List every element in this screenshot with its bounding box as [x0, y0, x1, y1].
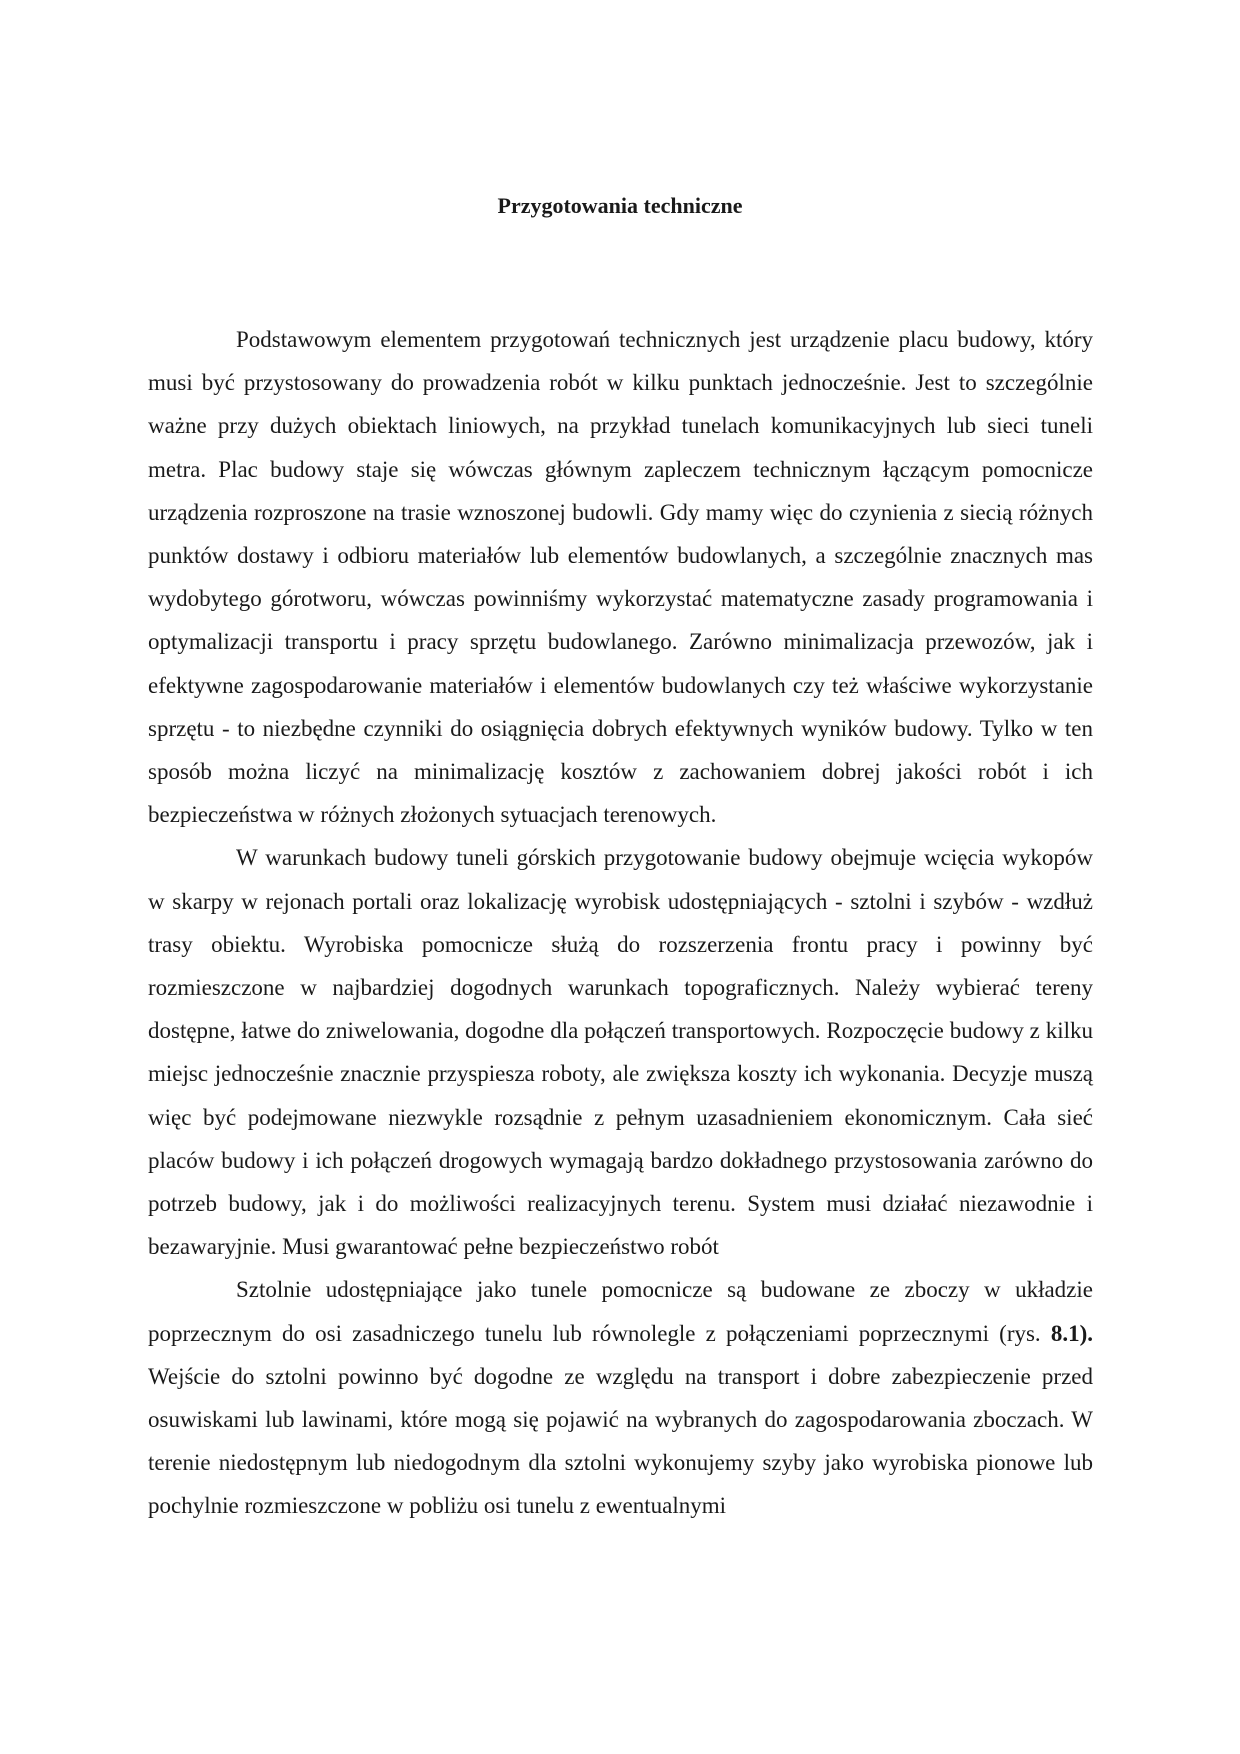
paragraph-1: Podstawowym elementem przygotowań technicznych jest urządzenie placu budowy, który musi być przystosowany do prowadzenia robót w kilku punktach jednocześnie. Jest to szczególnie ważne przy dużych obiektach liniowych, na przykład tunelach komunikacyjnych lub sieci tuneli metra. Plac budowy staje się wówczas głównym zapleczem technicznym łączącym pomocnicze urządzenia rozproszone na trasie wznoszonej budowli. Gdy mamy więc do czynienia z siecią różnych punktów dostawy i odbioru materiałów lub elementów budowlanych, a szczególnie znacznych mas wydobytego górotworu, wówczas powinniśmy wykorzystać matematyczne zasady programowania i optymalizacji transportu i pracy sprzętu budowlanego. Zarówno minimalizacja przewozów, jak i efektywne zagospodarowanie materiałów i elementów budowlanych czy też właściwe wykorzystanie sprzętu - to niezbędne czynniki do osiągnięcia dobrych efektywnych wyników budowy. Tylko w ten sposób można liczyć na minimalizację kosztów z zachowaniem dobrej jakości robót i ich bezpieczeństwa w różnych złożonych sytuacjach terenowych. [148, 327, 1093, 828]
paragraph-2: W warunkach budowy tuneli górskich przygotowanie budowy obejmuje wcięcia wykopów w skarpy w rejonach portali oraz lokalizację wyrobisk udostępniających - sztolni i szybów - wzdłuż trasy obiektu. Wyrobiska pomocnicze służą do rozszerzenia frontu pracy i powinny być rozmieszczone w najbardziej dogodnych warunkach topograficznych. Należy wybierać tereny dostępne, łatwe do zniwelowania, dogodne dla połączeń transportowych. Rozpoczęcie budowy z kilku miejsc jednocześnie znacznie przyspiesza roboty, ale zwiększa koszty ich wykonania. Decyzje muszą więc być podejmowane niezwykle rozsądnie z pełnym uzasadnieniem ekonomicznym. Cała sieć placów budowy i ich połączeń drogowych wymagają bardzo dokładnego przystosowania zarówno do potrzeb budowy, jak i do możliwości realizacyjnych terenu. System musi działać niezawodnie i bezawaryjnie. Musi gwarantować pełne bezpieczeństwo robót [148, 845, 1093, 1260]
figure-reference: 8.1). [1050, 1320, 1093, 1346]
paragraph-3 [148, 1268, 1093, 1527]
document-body [148, 318, 1093, 1528]
paragraph-3-text-start: Sztolnie udostępniające jako tunele pomocnicze są budowane ze zboczy w układzie poprzecznym do osi zasadniczego tunelu lub równolegle z połączeniami poprzecznymi (rys. [148, 1277, 1093, 1346]
document-title: Przygotowania techniczne [497, 193, 743, 218]
paragraph-3-text-end: Wejście do sztolni powinno być dogodne ze względu na transport i dobre zabezpieczenie przed osuwiskami lub lawinami, które mogą się pojawić na wybranych do zagospodarowania zboczach. W terenie niedostępnym lub niedogodnym dla sztolni wykonujemy szyby jako wyrobiska pionowe lub pochylnie rozmieszczone w pobliżu osi tunelu z ewentualnymi [148, 1363, 1093, 1519]
